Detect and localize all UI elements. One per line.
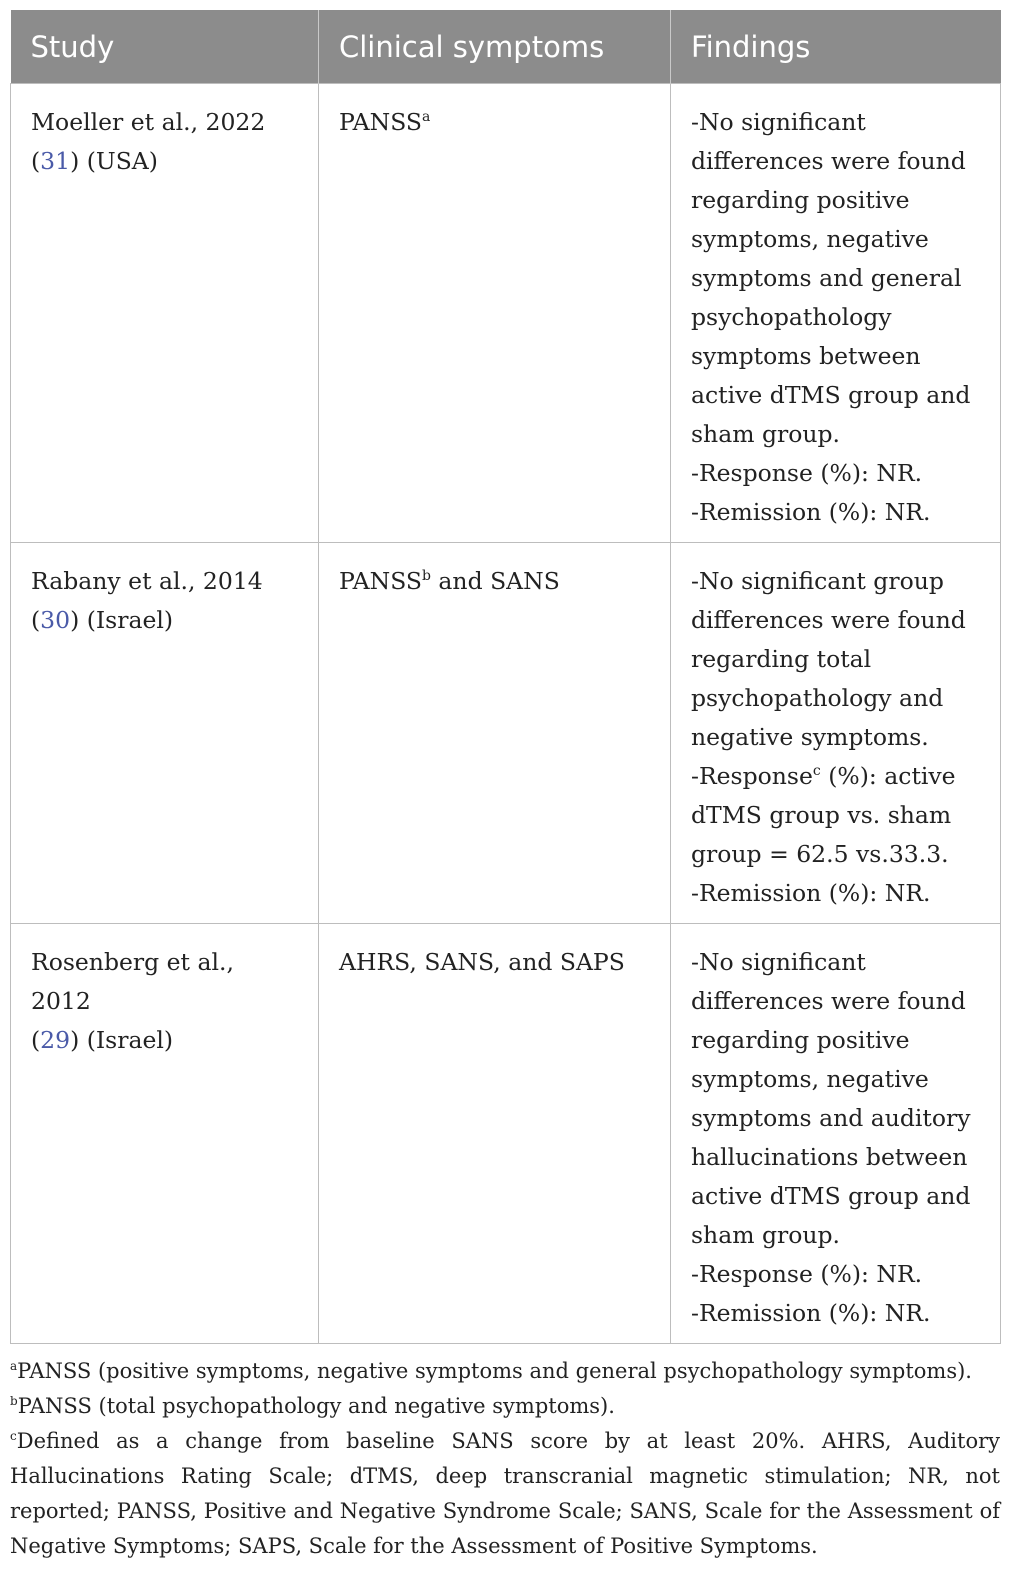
footnote-b [10, 1389, 1000, 1424]
symptoms-text-rest: and SANS [430, 567, 560, 595]
table-row [11, 924, 1001, 1344]
response-value: (%): active dTMS group vs. sham group = 62.5 vs.33.3. [691, 762, 956, 868]
reference-link[interactable]: 30 [40, 606, 71, 634]
footnote-text: PANSS (positive symptoms, negative symptoms and general psychopathology symptoms). [17, 1359, 972, 1383]
study-country: (Israel) [86, 606, 174, 634]
symptoms-text: PANSS [339, 108, 422, 136]
symptoms-text: PANSS [339, 567, 422, 595]
remission-text: -Remission (%): NR. [691, 1299, 931, 1327]
response-text: -Response (%): NR. [691, 1260, 923, 1288]
response-label: -Response [691, 762, 813, 790]
study-country: (USA) [86, 147, 158, 175]
table-container [10, 10, 1000, 1564]
header-study: Study [11, 10, 319, 84]
remission-text: -Remission (%): NR. [691, 498, 931, 526]
clinical-symptoms-cell [319, 543, 671, 924]
response-text [691, 757, 992, 874]
footnote-mark[interactable]: a [421, 109, 431, 125]
reference-link[interactable]: 31 [40, 147, 71, 175]
response-text: -Response (%): NR. [691, 459, 923, 487]
footnote-mark: a [10, 1359, 18, 1373]
footnote-c [10, 1424, 1000, 1564]
header-clinical-symptoms: Clinical symptoms [319, 10, 671, 84]
header-findings: Findings [671, 10, 1001, 84]
study-author: Moeller et al., 2022 [31, 108, 266, 136]
footnote-mark: c [10, 1429, 17, 1443]
clinical-symptoms-cell [319, 924, 671, 1344]
clinical-symptoms-cell [319, 84, 671, 543]
table-row [11, 543, 1001, 924]
footnote-text: Defined as a change from baseline SANS score by at least 20%. AHRS, Auditory Hallucinations Rating Scale; dTMS, deep transcranial magnetic stimulation; NR, not reported; PANSS, Positive and Negative Syndrome Scale; SANS, Scale for the Assessment of Negative Symptoms; SAPS, Scale for the Assessment of Positive Symptoms. [10, 1429, 1000, 1558]
study-author: Rabany et al., 2014 [31, 567, 263, 595]
footnote-a [10, 1354, 1000, 1389]
finding-text: -No significant group differences were found regarding total psychopathology and negative symptoms. [691, 567, 966, 751]
remission-text: -Remission (%): NR. [691, 879, 931, 907]
study-cell: Rosenberg et al., 2012 (29) (Israel) [11, 924, 319, 1344]
findings-cell [671, 84, 1001, 543]
finding-text: -No significant differences were found regarding positive symptoms, negative symptoms and general psychopathology symptoms between active dTMS group and sham group. [691, 108, 971, 448]
symptoms-text: AHRS, SANS, and SAPS [339, 948, 625, 976]
studies-table [10, 10, 1001, 1344]
finding-text: -No significant differences were found regarding positive symptoms, negative symptoms and auditory hallucinations between active dTMS group and sham group. [691, 948, 971, 1249]
findings-cell [671, 543, 1001, 924]
footnotes [10, 1354, 1000, 1564]
header-row [11, 10, 1001, 84]
study-cell: Rabany et al., 2014 (30) (Israel) [11, 543, 319, 924]
footnote-mark[interactable]: b [421, 568, 431, 584]
reference-link[interactable]: 29 [40, 1026, 71, 1054]
footnote-mark[interactable]: c [812, 763, 821, 779]
footnote-text: PANSS (total psychopathology and negative symptoms). [17, 1394, 615, 1418]
table-row [11, 84, 1001, 543]
findings-cell [671, 924, 1001, 1344]
footnote-mark: b [10, 1394, 18, 1408]
study-author: Rosenberg et al., 2012 [31, 948, 234, 1015]
study-country: (Israel) [86, 1026, 174, 1054]
study-cell: Moeller et al., 2022 (31) (USA) [11, 84, 319, 543]
